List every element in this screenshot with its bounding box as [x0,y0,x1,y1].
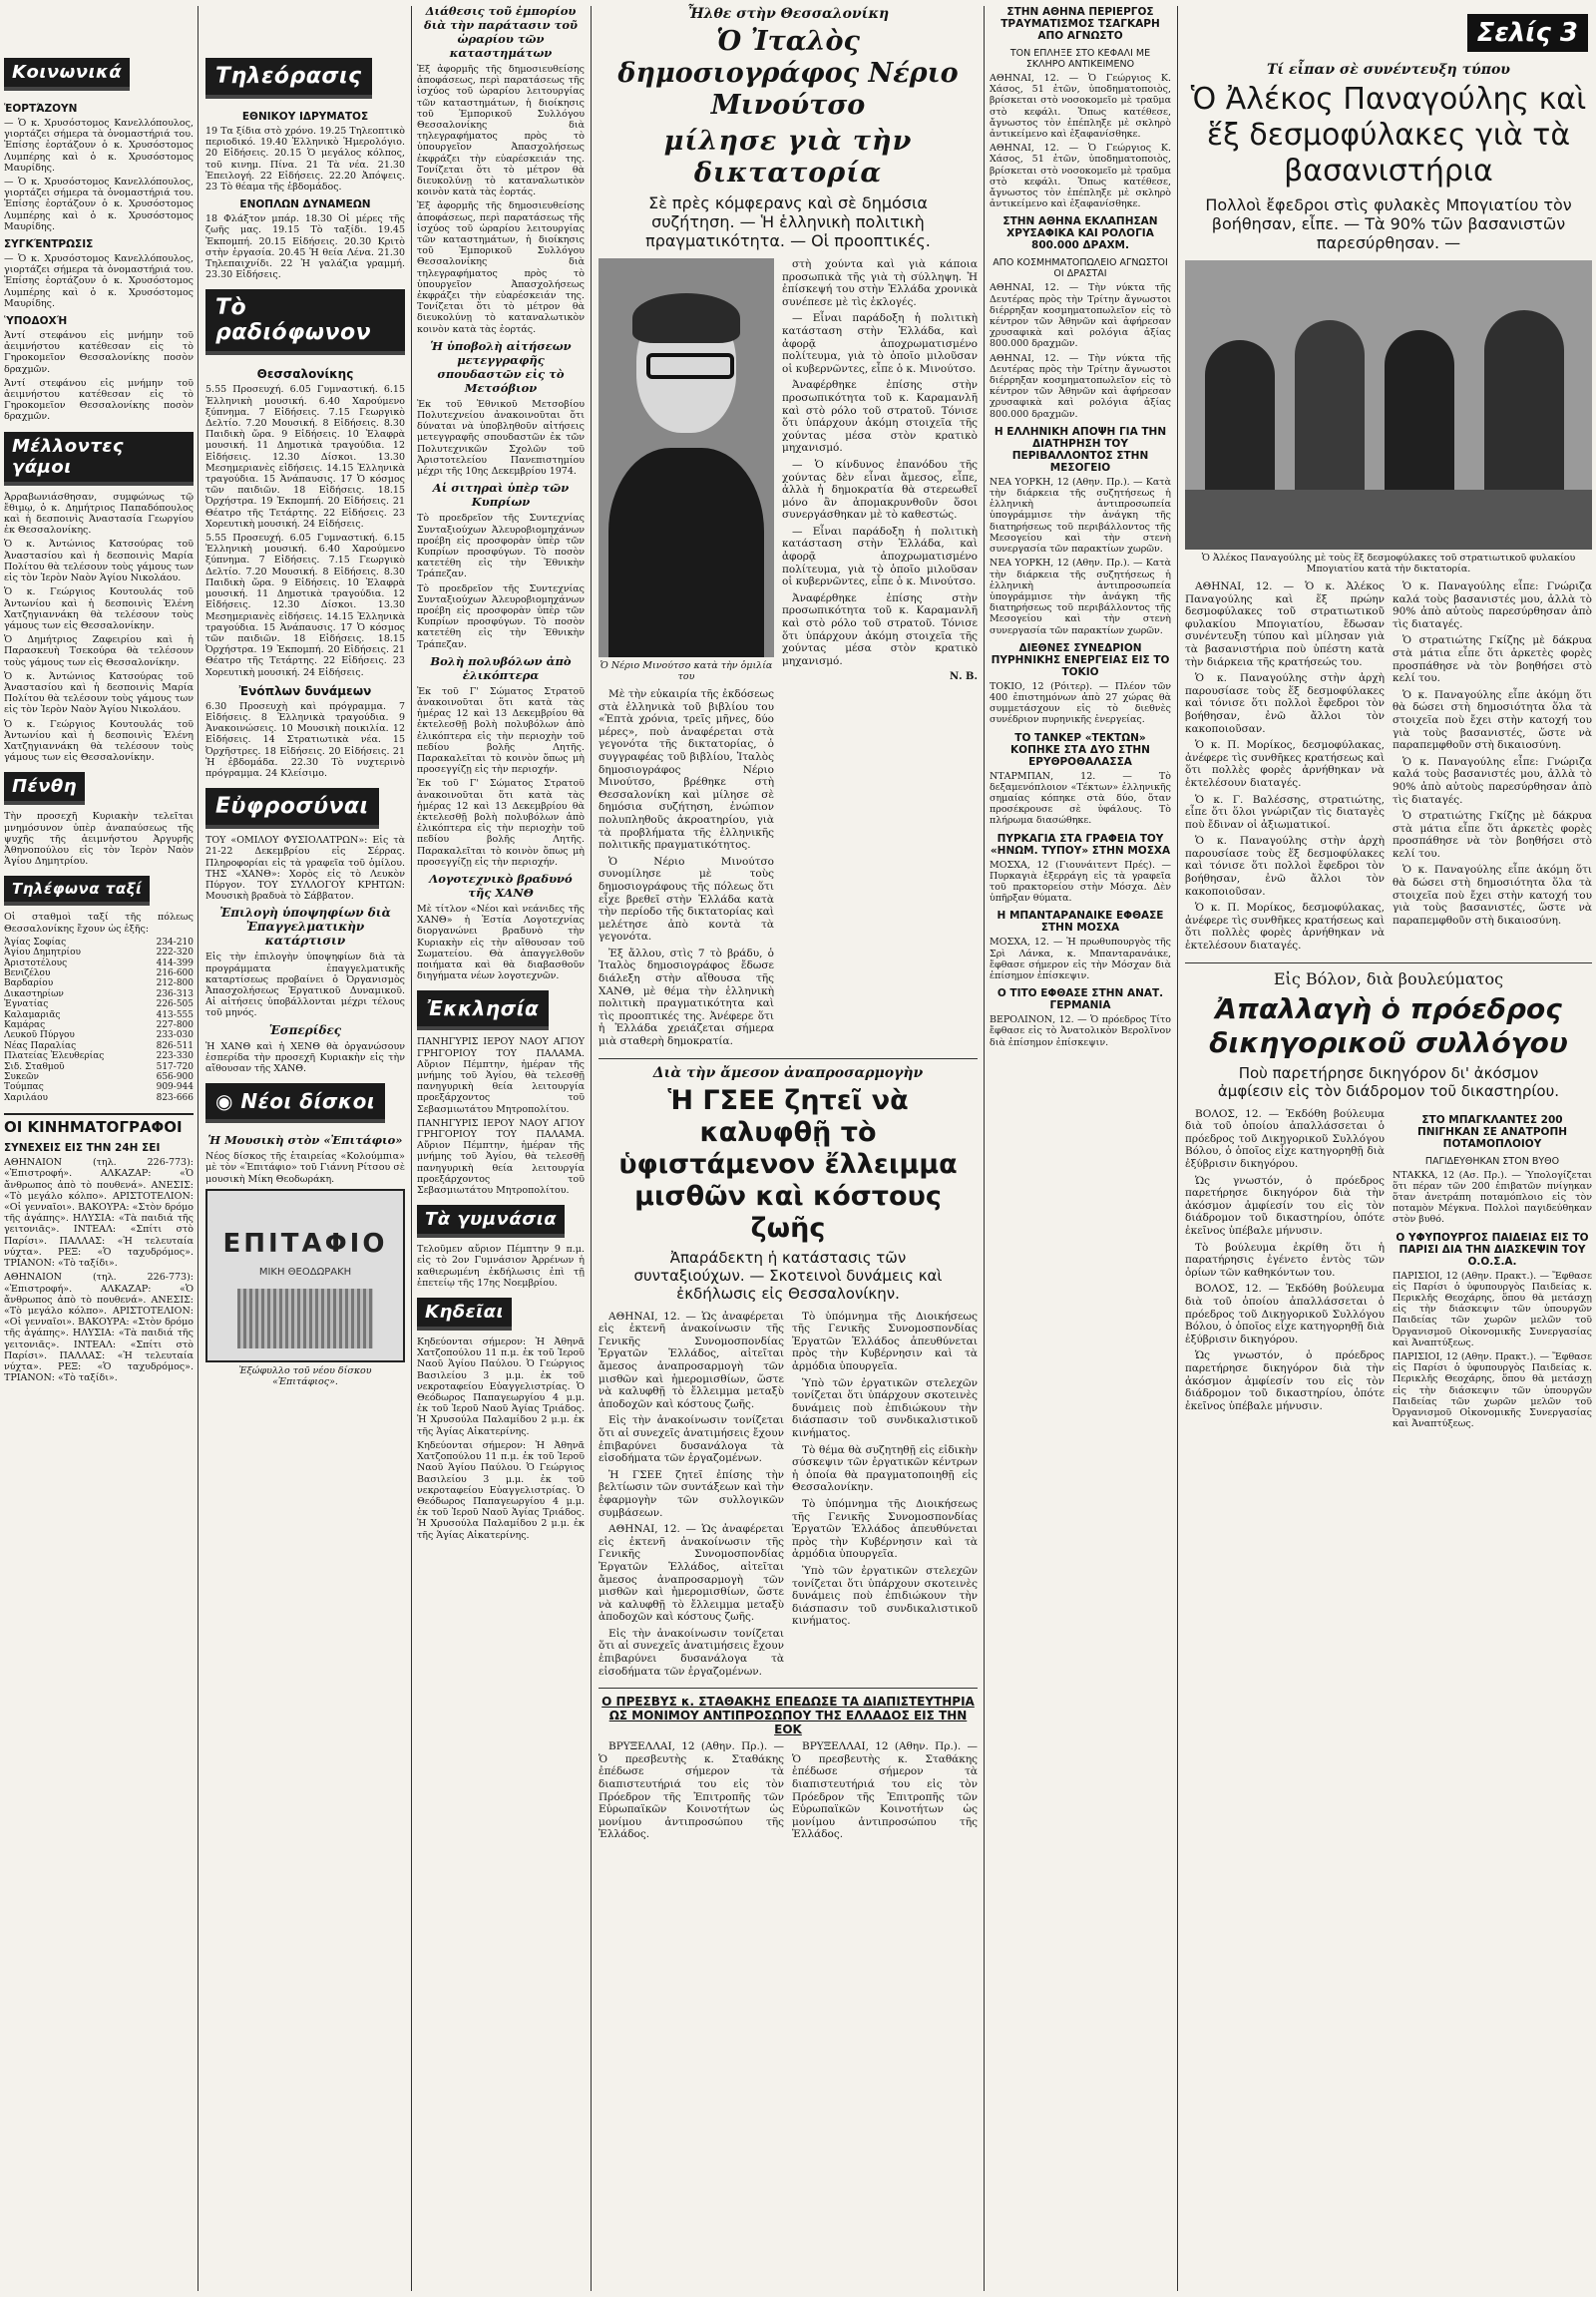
text-mesogeios: ΝΕΑ ΥΟΡΚΗ, 12 (Αθην. Πρ.). — Κατὰ τὴν διάρκεια τῆς συζητήσεως ἡ ἑλληνικὴ ἀντιπροσωπεία ὑπογράμμισε τὴν ἀνάγκη τῆς διατηρήσεως τοῦ περιβάλλοντος τῆς Μεσογείου καὶ τὴν στενὴ συνεργασία τῶν παρακτίων χωρῶν. [990,476,1171,556]
tv-text: 19 Τα ξίδια στὸ χρόνο. 19.25 Τηλεοπτικὸ περιοδικό. 19.40 Ἑλληνικὸ Ἡμερολόγιο. 20 Εἰδήσεις. 20.15 Ὁ μεγάλος κόλπος, τοῦ κινημ. Πίνα. 21 Τὰ νέα. 21.30 Ἐπειλογή. 22 Εἰδήσεις. 22.20 Ἀπόψεις. 23 Τὸ θέαμα τῆς ἑβδομάδος. [205,126,405,193]
panagoulis-body: ΑΘΗΝΑΙ, 12. — Ὁ κ. Ἀλέκος Παναγούλης καὶ ἕξ πρώην δεσμοφύλακες τοῦ στρατιωτικοῦ φυλακίου Μπογιατίου, ἔδωσαν συνέντευξη τύπου καὶ μίλησαν γιὰ τὰ βασανιστήρια ποὺ ὑπέστη κατὰ τὴν διάρκεια τῆς κρατήσεώς του. [1185,580,1385,668]
taxi-station: Τούμπας [4,1082,44,1093]
taxi-row [4,968,194,978]
head-pyrkagia: ΠΥΡΚΑΓΙΑ ΣΤΑ ΓΡΑΦΕΙΑ ΤΟΥ «ΗΝΩΜ. ΤΥΠΟΥ» ΣΤΗΝ ΜΟΣΧΑ [990,832,1171,857]
taxi-phone: 236-313 [156,988,194,999]
text-tsagkaris-2: ΑΘΗΝΑΙ, 12. — Ὁ Γεώργιος Κ. Χάσος, 51 ἐτῶν, ὑποδηματοποιὸς, βρίσκεται στὸ νοσοκομεῖο μὲ τραῦμα στὸ κεφάλι. Ὅπως κατέθεσε, ἄγνωστος τὸν ἐπέπληξε μὲ σκληρὸ ἀντικείμενο καὶ ἐξαφανίσθηκε. [990,143,1171,210]
taxi-phone: 226-505 [156,999,194,1010]
photo-table [1185,490,1592,550]
head-tektonas: ΤΟ ΤΑΝΚΕΡ «ΤΕΚΤΩΝ» ΚΟΠΗΚΕ ΣΤΑ ΔΥΟ ΣΤΗΝ ΕΡΥΘΡΟΘΑΛΑΣΣΑ [1010,731,1150,768]
text-chrysafika-2: ΑΘΗΝΑΙ, 12. — Τὴν νύκτα τῆς Δευτέρας πρὸς τὴν Τρίτην ἄγνωστοι διέρρηξαν κοσμηματοπωλεῖον εἰς τὸ κέντρον τῶν Ἀθηνῶν καὶ ἀφήρεσαν χρυσαφικὰ καὶ ρολόγια ἀξίας 800.000 δραχμῶν. [990,352,1171,420]
gsee-text-right: Τὸ ὑπόμνημα τῆς Διοικήσεως τῆς Γενικῆς Συνομοσπονδίας Ἐργατῶν Ἑλλάδος ἀπευθύνεται πρὸς τὴν Κυβέρνησιν καὶ τὰ ἁρμόδια ὑπουργεῖα. [792,1310,978,1372]
taxi-phone: 826-511 [156,1040,194,1051]
taxi-row [4,989,194,999]
logotexnika-text: Μὲ τίτλον «Νέοι καὶ νεάνιδες τῆς ΧΑΝΘ» ἡ Ἑστία Λογοτεχνίας διοργανώνει βραδυνὸ τὴν Κυριακὴν εἰς τὴν αἴθουσαν τοῦ Σωματείου. Θὰ ἀπαγγελθοῦν ποιήματα καὶ θὰ διαβασθοῦν διηγήματα νέων λογοτεχνῶν. [417,903,585,982]
minoutso-headline-2: μίλησε γιὰ τὴν δικτατορία [663,126,913,189]
disc-caption: Ἐξώφυλλο τοῦ νέου δίσκου «Ἐπιτάφιος». [238,1364,372,1387]
mellontes-item: Ὁ κ. Ἀντώνιος Κατσούρας τοῦ Ἀναστασίου καὶ ἡ δεσποινὶς Μαρία Πολίτου θὰ τελέσουν τοὺς γάμους των εἰς τὸν Ἱερὸν Ναὸν Ἁγίου Νικολάου. [4,670,194,716]
penthi-text: Τὴν προσεχῆ Κυριακὴν τελεῖται μνημόσυνον ὑπὲρ ἀναπαύσεως τῆς ψυχῆς τῆς ἀειμνήστου Ἀργυρῆς Ἀθηνοπούλου εἰς τὸν Ἱερὸν Ναὸν Ἁγίου Δημητρίου. [4,811,194,868]
taxi-row [4,1093,194,1103]
taxi-row [4,958,194,968]
minoutso-right-text: — Εἶναι παράδοξη ἡ πολιτικὴ κατάσταση στὴν Ἑλλάδα, καὶ ἀφορᾷ ἀποχρωματισμένο πολίτευμα, γιὰ τὸ ὁποῖο μιλοῦσαν οἱ κυβερνῶντες, εἶπε ὁ κ. Μινούτσο. [782,312,978,375]
head-chrysafika: ΣΤΗΝ ΑΘΗΝΑ ΕΚΛΑΠΗΣΑΝ ΧΡΥΣΑΦΙΚΑ ΚΑΙ ΡΟΛΟΓΙΑ 800.000 ΔΡΑΧΜ. [1002,215,1158,252]
taxi-station: Ἁγίας Σοφίας [4,937,67,948]
gsee-text-right: Ὑπὸ τῶν ἐργατικῶν στελεχῶν τονίζεται ὅτι ὑπάρχουν σκοτεινὲς δυνάμεις ποὺ ἐπιδιώκουν τὴν διάσπασιν τοῦ συνδικαλιστικοῦ κινήματος. [792,1376,978,1439]
text-tsagkaris: ΑΘΗΝΑΙ, 12. — Ὁ Γεώργιος Κ. Χάσος, 51 ἐτῶν, ὑποδηματοποιὸς, βρίσκεται στὸ νοσοκομεῖο μὲ τραῦμα στὸ κεφάλι. Ὅπως κατέθεσε, ἄγνωστος τὸν ἐπέπληξε μὲ σκληρὸ ἀντικείμενο καὶ ἐξαφανίσθηκε. [990,73,1171,141]
stathakis-text: ΒΡΥΞΕΛΛΑΙ, 12 (Αθην. Πρ.). — Ὁ πρεσβευτὴς κ. Σταθάκης ἐπέδωσε σήμερον τὰ διαπιστευτήριά του εἰς τὸν Πρόεδρον τῆς Ἐπιτροπῆς τῶν Εὐρωπαϊκῶν Κοινοτήτων ὡς μονίμου ἀντιπροσώπου τῆς Ἑλλάδος. [598,1740,784,1841]
sitira-headline: Αἱ σιτηραὶ ὑπὲρ τῶν Κυπρίων [432,481,570,510]
taxi-station: Σιδ. Σταθμοῦ [4,1061,65,1072]
subhead-bangladesh: ΠΑΓΙΔΕΥΘΗΚΑΝ ΣΤΟΝ ΒΥΘΟ [1424,1155,1560,1167]
head-tokio: ΔΙΕΘΝΕΣ ΣΥΝΕΔΡΙΟΝ ΠΥΡΗΝΙΚΗΣ ΕΝΕΡΓΕΙΑΣ ΕΙΣ ΤΟ ΤΟΚΙΟ [991,641,1170,678]
taxi-station: Ἁγίου Δημητρίου [4,948,81,958]
panagoulis-body: Ὁ κ. Π. Μορίκος, δεσμοφύλακας, ἀνέφερε τὶς συνθῆκες κρατήσεως καὶ ὅτι πολλὲς φορὲς ἀρνήθηκαν νὰ ἐκτελέσουν διαταγές. [1185,739,1385,789]
text-tokio: ΤΟΚΙΟ, 12 (Ρόιτερ). — Πλέον τῶν 400 ἐπιστημόνων ἀπὸ 27 χώρας θὰ συμμετάσχουν εἰς τὸ διεθνὲς συνέδριον πυρηνικῆς ἐνεργείας. [990,680,1171,726]
taxi-row [4,978,194,988]
taxi-phone: 656-900 [156,1072,194,1083]
section-ekklisia: Ἐκκλησία [417,990,549,1030]
minoutso-initials: Ν. Β. [949,671,978,683]
panagoulis-body-right: Ὁ στρατιώτης Γκίζης μὲ δάκρυα στὰ μάτια εἶπε ὅτι ἀρκετὲς φορὲς προσπάθησε νὰ τὸν βοηθήσει στὸ κελί του. [1393,634,1592,685]
kideiai-text: Κηδεύονται σήμερον: Ἡ Ἀθηνᾶ Χατζοπούλου 11 π.μ. ἐκ τοῦ Ἱεροῦ Ναοῦ Ἁγίου Παύλου. Ὁ Γεώργιος Βασιλείου 3 μ.μ. ἐκ τοῦ νεκροταφείου Εὐαγγελιστρίας. Ὁ Θεόδωρος Παπαγεωργίου 4 μ.μ. ἐκ τοῦ Ἱεροῦ Ναοῦ Ἁγίας Τριάδος. Ἡ Χρυσούλα Παλαμίδου 2 μ.μ. ἐκ τῆς Ἁγίας Αἰκατερίνης. [417,1337,585,1437]
section-tileorasis: Τηλεόρασις [205,58,372,99]
gsee-text: ΑΘΗΝΑΙ, 12. — Ὡς ἀναφέρεται εἰς ἐκτενῆ ἀνακοίνωσιν τῆς Γενικῆς Συνομοσπονδίας Ἐργατῶν Ἑλλάδος, αἰτεῖται ἄμεσος ἀναπροσαρμογὴ τῶν μισθῶν καὶ ἡμερομισθίων, ὥστε νὰ καλυφθῇ τὸ ἔλλειμμα μεταξὺ ἀποδοχῶν καὶ κόστους ζωῆς. [598,1310,784,1410]
taxi-station: Χαριλάου [4,1092,48,1103]
taxi-station: Βενιζέλου [4,967,51,978]
kinim-text-2: ΑΘΗΝΑΙΟΝ (τηλ. 226-773): «Ἐπιστροφή». ΑΛΚΑΖΑΡ: «Ὁ ἄνθρωπος ἀπὸ τὸ πουθενά». ΑΝΕΣΙΣ: «Τὸ μεγάλο κόλπο». ΑΡΙΣΤΟΤΕΛΙΟΝ: «Οἱ γενναῖοι». ΒΑΚΟΥΡΑ: «Στὸν δρόμο τῆς ἀγάπης». ΗΛΥΣΙΑ: «Τὰ παιδιά τῆς γειτονιᾶς». ΙΝΤΕΑΛ: «Σπίτι στὸ Παρίσι». ΠΑΛΛΑΣ: «Ἡ τελευταία νύχτα». ΡΕΞ: «Ὁ ταχυδρόμος». ΤΡΙΑΝΟΝ: «Τὸ ταξίδι». [4,1272,194,1384]
panagoulis-body: Ὁ κ. Π. Μορίκος, δεσμοφύλακας, ἀνέφερε τὶς συνθῆκες κρατήσεως καὶ ὅτι πολλὲς φορὲς ἀρνήθηκαν νὰ ἐκτελέσουν διαταγές. [1185,902,1385,953]
disc-icon: ◉ [215,1089,241,1114]
text-pyrkagia: ΜΟΣΧΑ, 12 (Γιουνάιτεντ Πρές). — Πυρκαγιὰ ἐξερράγη εἰς τὰ γραφεῖα τοῦ πρακτορείου στὴν Μόσχα. Δὲν ὑπῆρξαν θύματα. [990,859,1171,905]
taxi-phone: 413-555 [156,1009,194,1020]
panagoulis-body-right: Ὁ στρατιώτης Γκίζης μὲ δάκρυα στὰ μάτια εἶπε ὅτι ἀρκετὲς φορὲς προσπάθησε νὰ τὸν βοηθήσει στὸ κελί του. [1393,810,1592,860]
taxi-phone: 216-600 [156,967,194,978]
taxi-row [4,999,194,1009]
minoutso-photo-caption: Ὁ Νέριο Μινούτσο κατὰ τὴν ὁμιλία του [599,660,773,682]
volos-text: Ὡς γνωστόν, ὁ πρόεδρος παρετήρησε δικηγόρον διὰ τὴν ἀκόσμον ἀμφίεσίν του εἰς τὸν διάδρομον τοῦ δικαστηρίου, ὁπότε ἐκεῖνος ὑπέβαλε μήνυσιν. [1185,1349,1385,1412]
taxi-row [4,1030,194,1040]
taxi-table [4,938,194,1104]
taxi-station: Καλαμαριᾶς [4,1009,61,1020]
disc-cover-illustration [237,1289,373,1348]
volos-headline: Ἀπαλλαγὴ ὁ πρόεδρος δικηγορικοῦ συλλόγου [1209,991,1568,1059]
volos-deck: Ποὺ παρετήρησε δικηγόρον δι' ἀκόσμον ἀμφίεσιν εἰς τὸν διάδρομον τοῦ δικαστηρίου. [1217,1063,1560,1100]
subhead-eortazoun: ἙΟΡΤΆΖΟΥΝ [4,103,78,115]
minoutso-body: Ἐξ ἄλλου, στὶς 7 τὸ βράδυ, ὁ Ἰταλὸς δημοσιογράφος ἔδωσε διάλεξη στὴν αἴθουσα τῆς ΧΑΝΘ, μὲ θέμα τὴν ἑλληνικὴ πολιτικὴ πραγματικότητα καὶ τὶς προοπτικές της. Ἀνέφερε ὅτι ἡ Ἑλλάδα χρειάζεται σήμερα μιὰ σταθερὴ δημοκρατία. [598,947,774,1048]
text-yfypourgos: ΠΑΡΙΣΙΟΙ, 12 (Αθην. Πρακτ.). — Ἔφθασε εἰς Παρίσι ὁ ὑφυπουργὸς Παιδείας κ. Περικλῆς Θεοχάρης, ὅπου θὰ μετάσχῃ εἰς τὴν διάσκεψιν τῶν ὑπουργῶν Παιδείας τῶν χωρῶν μελῶν τοῦ Ὀργανισμοῦ Οἰκονομικῆς Συνεργασίας καὶ Ἀναπτύξεως. [1393,1270,1592,1348]
taxi-row [4,1010,194,1020]
epilogi-text: Εἰς τὴν ἐπιλογὴν ὑποψηφίων διὰ τὰ προγράμματα ἐπαγγελματικῆς καταρτίσεως προβαίνει ὁ Ὀργανισμὸς Ἀπασχολήσεως Ἐργατικοῦ Δυναμικοῦ. Αἱ αἰτήσεις ὑποβάλλονται μέχρι τέλους τοῦ μηνός. [205,952,405,1019]
panagoulis-body: Ὁ κ. Γ. Βαλέσσης, στρατιώτης, εἶπε ὅτι ὅλοι γνώριζαν τὶς διαταγὲς ποὺ ἔδιναν οἱ ἀξιωματικοί. [1185,793,1385,831]
tv-subhead: ΕΘΝΙΚΟΥ ΙΔΡΥΜΑΤΟΣ [241,111,369,123]
esperides-text: Ἡ ΧΑΝΘ καὶ ἡ ΧΕΝΘ θὰ ὀργανώσουν ἑσπερίδα τὴν προσεχῆ Κυριακὴν εἰς τὴν αἴθουσαν τῆς ΧΑΝΘ. [205,1040,405,1074]
column-4 [598,0,978,2297]
taxi-station: Ἐγνατίας [4,999,49,1010]
panagoulis-body: Ὁ κ. Παναγούλης στὴν ἀρχὴ παρουσίασε τοὺς ἕξ δεσμοφύλακες καὶ τόνισε ὅτι πολλοὶ ἔφεδροι τὸν βοήθησαν, ἐνῶ ἄλλοι τὸν κακοποιοῦσαν. [1185,835,1385,898]
voli-text-2: Ἐκ τοῦ Γ' Σώματος Στρατοῦ ἀνακοινοῦται ὅτι κατὰ τὰς ἡμέρας 12 καὶ 13 Δεκεμβρίου θὰ ἐκτελεσθῇ βολὴ πολυβόλων ἀπὸ ἐλικόπτερα εἰς τὴν περιοχὴν τοῦ πεδίου βολῆς Λητῆς. Παρακαλεῖται τὸ κοινὸν ὅπως μὴ προσεγγίζῃ εἰς τὴν περιοχήν. [417,778,585,868]
section-nees-diskoi [205,1083,385,1123]
minoutso-kicker: Ἦλθε στὴν Θεσσαλονίκη [686,6,890,22]
panagoulis-photo-caption: Ὁ Ἀλέκος Παναγούλης μὲ τοὺς ἕξ δεσμοφύλακες τοῦ στρατιωτικοῦ φυλακίου Μπογιατίου κατὰ τὴν δικτατορία. [1201,553,1576,574]
logotexnika-headline: Λογοτεχνικὸ βραδυνό τῆς ΧΑΝΘ [429,871,573,900]
taxi-phone: 222-320 [156,948,194,958]
column-5 [990,0,1171,2297]
stathakis-headline: Ο ΠΡΕΣΒΥΣ κ. ΣΤΑΘΑΚΗΣ ΕΠΕΔΩΣΕ ΤΑ ΔΙΑΠΙΣΤΕΥΤΗΡΙΑ ΩΣ ΜΟΝΙΜΟΥ ΑΝΤΙΠΡΟΣΩΠΟΥ ΤΗΣ ΕΛΛΑΔΟΣ ΕΙΣ ΤΗΝ ΕΟΚ [601,1695,975,1737]
gsee-text: Ἡ ΓΣΕΕ ζητεῖ ἐπίσης τὴν βελτίωσιν τῶν συντάξεων καὶ τὴν ἐφαρμογὴν τῶν συλλογικῶν συμβάσεων. [598,1468,784,1519]
minoutso-right-text: Ἀναφέρθηκε ἐπίσης στὴν προσωπικότητα τοῦ κ. Καραμανλῆ καὶ στὸ ρόλο τοῦ στρατοῦ. Τόνισε ὅτι ὑπάρχουν ἀκόμη στοιχεῖα τῆς χούντας μέσα στὸν κρατικὸ μηχανισμό. [782,379,978,455]
panagoulis-body-right: Ὁ κ. Παναγούλης εἶπε ἀκόμη ὅτι θὰ δώσει στὴ δημοσιότητα ὅλα τὰ στοιχεῖα ποὺ ἔχει στὴν κατοχή του γιὰ τοὺς βασανιστές, ὥστε νὰ παραπεμφθοῦν στὴ δικαιοσύνη. [1393,864,1592,927]
minoutso-headline: Ὁ Ἰταλὸς δημοσιογράφος Νέριο Μινούτσο [617,26,959,121]
page-section-label: Σελίς 3 [1467,14,1588,52]
head-bangladesh: ΣΤΟ ΜΠΑΓΚΛΑΝΤΕΣ 200 ΠΝΙΓΗΚΑΝ ΣΕ ΑΝΑΤΡΟΠΗ ΠΟΤΑΜΟΠΛΟΙΟΥ [1416,1113,1568,1150]
panagoulis-body-right: Ὁ κ. Παναγούλης εἶπε: Γνώριζα καλά τοὺς βασανιστές μου, ἀλλὰ τὸ 90% ἀπὸ αὐτοὺς παρεσύρθησαν ἀπὸ τὶς διαταγές. [1393,580,1592,630]
section-tilefona: Τηλέφωνα ταξί [4,876,150,906]
stathakis-text-2: ΒΡΥΞΕΛΛΑΙ, 12 (Αθην. Πρ.). — Ὁ πρεσβευτὴς κ. Σταθάκης ἐπέδωσε σήμερον τὰ διαπιστευτήριά του εἰς τὸν Πρόεδρον τῆς Ἐπιτροπῆς τῶν Εὐρωπαϊκῶν Κοινοτήτων ὡς μονίμου ἀντιπροσώπου τῆς Ἑλλάδος. [792,1740,978,1841]
enoplon-subhead: ΕΝΟΠΛΩΝ ΔΥΝΑΜΕΩΝ [239,198,371,211]
subhead-chrysafika: ΑΠΟ ΚΟΣΜΗΜΑΤΟΠΩΛΕΙΟ ΑΓΝΩΣΤΟΙ ΟΙ ΔΡΑΣΤΑΙ [993,257,1168,280]
radio-text: 5.55 Προσευχή. 6.05 Γυμναστική. 6.15 Ἑλληνικὴ μουσική. 6.40 Χαρούμενο ξύπνημα. 7 Εἰδήσεις. 7.15 Γεωργικὸ Δελτίο. 7.20 Μουσική. 8 Εἰδήσεις. 8.30 Παιδικὴ ὥρα. 9 Εἰδήσεις. 10 Ἐλαφρὰ μουσική. 11 Δημοτικὰ τραγούδια. 12 Εἰδήσεις. 12.30 Δίσκοι. 13.30 Μεσημεριανὲς εἰδήσεις. 14.15 Ἑλληνικὰ τραγούδια. 15 Ἀνάπαυσις. 17 Ὁ κόσμος τῶν παιδιῶν. 18 Εἰδήσεις. 18.15 Ὀρχήστρα. 19 Ἐκπομπή. 20 Εἰδήσεις. 21 Θέατρο τῆς Τετάρτης. 22 Εἰδήσεις. 23 Χορευτικὴ μουσική. 24 Εἰδήσεις. [205,384,405,530]
sitira-text-2: Τὸ προεδρεῖον τῆς Συντεχνίας Συνταξιούχων Ἀλευροβιομηχάνων προέβη εἰς προσφορὰν ὑπὲρ τῶν Κυπρίων προσφύγων. Τὸ ποσὸν κατετέθη εἰς τὴν Ἐθνικὴν Τράπεζαν. [417,582,585,650]
kinim-subhead: ΣΥΝΕΧΕΙΣ ΕΙΣ ΤΗΝ 24Η ΣΕΙ [4,1142,161,1155]
panagoulis-body-right: Ὁ κ. Παναγούλης εἶπε ἀκόμη ὅτι θὰ δώσει στὴ δημοσιότητα ὅλα τὰ στοιχεῖα ποὺ ἔχει στὴν κατοχή του γιὰ τοὺς βασανιστές, ὥστε νὰ παραπεμφθοῦν στὴ δικαιοσύνη. [1393,688,1592,752]
taxi-phone: 517-720 [156,1061,194,1072]
taxi-phone: 234-210 [156,937,194,948]
ypoboli-headline: Ἡ ὑποβολὴ αἰτήσεων μετεγγραφῆς σπουδαστῶν εἰς τὸ Μετσόβιον [430,338,572,395]
gsee-text: ΑΘΗΝΑΙ, 12. — Ὡς ἀναφέρεται εἰς ἐκτενῆ ἀνακοίνωσιν τῆς Γενικῆς Συνομοσπονδίας Ἐργατῶν Ἑλλάδος, αἰτεῖται ἄμεσος ἀναπροσαρμογὴ τῶν μισθῶν καὶ ἡμερομισθίων, ὥστε νὰ καλυφθῇ τὸ ἔλλειμμα μεταξὺ ἀποδοχῶν καὶ κόστους ζωῆς. [598,1523,784,1624]
section-radiofono: Τὸ ραδιόφωνον [205,289,405,355]
minoutso-lead: Μὲ τὴν εὐκαιρία τῆς ἐκδόσεως στὰ ἑλληνικὰ τοῦ βιβλίου του «Ἑπτὰ χρόνια, τρεῖς μῆνες, δύο μέρες», ποὺ ἀναφέρεται στὰ γεγονότα τῆς δικτατορίας, ὁ συγγραφέας τοῦ βιβλίου, Ἰταλὸς δημοσιογράφος Νέριο Μινούτσο, βρέθηκε στὴ Θεσσαλονίκη καὶ μίλησε σὲ δημόσια συζήτηση, ἐνώπιον πολυπληθοῦς ἀκροατηρίου, γιὰ τὰ προβλήματα τῆς ἑλληνικῆς πολιτικῆς πραγματικότητος. [598,688,774,852]
epilogi-heading: Ἐπιλογὴ ὑποψηφίων διὰ Ἐπαγγελματικὴν κατάρτισιν [219,906,391,949]
sitira-text: Τὸ προεδρεῖον τῆς Συντεχνίας Συνταξιούχων Ἀλευροβιομηχάνων προέβη εἰς προσφορὰν ὑπὲρ τῶν Κυπρίων προσφύγων. Τὸ ποσὸν κατετέθη εἰς τὴν Ἐθνικὴν Τράπεζαν. [417,513,585,580]
taxi-station: Πλατείας Ἐλευθερίας [4,1051,105,1062]
emporio-headline: Διάθεσις τοῦ ἐμπορίου διὰ τὴν παράτασιν τοῦ ὡραρίου τῶν καταστημάτων [424,4,578,60]
panagoulis-body-right: Ὁ κ. Παναγούλης εἶπε: Γνώριζα καλά τοὺς βασανιστές μου, ἀλλὰ τὸ 90% ἀπὸ αὐτοὺς παρεσύρθησαν ἀπὸ τὶς διαταγές. [1393,755,1592,806]
column-3 [417,0,585,2297]
head-yfypourgos: Ο ΥΦΥΠΟΥΡΓΟΣ ΠΑΙΔΕΙΑΣ ΕΙΣ ΤΟ ΠΑΡΙΣΙ ΔΙΑ ΤΗΝ ΔΙΑΣΚΕΨΙΝ ΤΟΥ Ο.Ο.Σ.Α. [1396,1231,1589,1268]
minoutso-right-text: — Ὁ κίνδυνος ἐπανόδου τῆς χούντας δὲν εἶναι ἄμεσος, εἶπε, ἀλλὰ ἡ δημοκρατία θὰ στερεωθεῖ μόνο ἂν ἀπομακρυνθοῦν ὅσοι συνεργάσθηκαν μὲ τὸ καθεστώς. [782,458,978,522]
ypodoxi-text: Ἀντί στεφάνου εἰς μνήμην τοῦ ἀειμνήστου κατέθεσαν εἰς τὸ Γηροκομεῖον Θεσσαλονίκης ποσὸν δραχμῶν. [4,330,194,375]
section-eufrosynai: Εὐφροσύναι [205,788,379,829]
gsee-text-right: Τὸ θέμα θὰ συζητηθῇ εἰς εἰδικὴν σύσκεψιν τῶν ἐργατικῶν κέντρων ἡ ὁποία θὰ πραγματοποιηθῇ εἰς Θεσσαλονίκην. [792,1443,978,1494]
disc-cover-subtitle: ΜΙΚΗ ΘΕΟΔΩΡΑΚΗ [258,1266,352,1278]
gsee-kicker: Διὰ τὴν ἄμεσον ἀναπροσαρμογὴν [652,1064,924,1081]
column-6 [1185,0,1592,2297]
gsee-text: Εἰς τὴν ἀνακοίνωσιν τονίζεται ὅτι αἱ συνεχεῖς ἀνατιμήσεις ἔχουν ἐπιβαρύνει δυσανάλογα τὰ εἰσοδήματα τῶν ἐργαζομένων. [598,1627,784,1678]
gsee-text: Εἰς τὴν ἀνακοίνωσιν τονίζεται ὅτι αἱ συνεχεῖς ἀνατιμήσεις ἔχουν ἐπιβαρύνει δυσανάλογα τὰ εἰσοδήματα τῶν ἐργαζομένων. [598,1414,784,1465]
panagoulis-deck: Πολλοὶ ἔφεδροι στὶς φυλακὲς Μπογιατίου τὸν βοήθησαν, εἶπε. — Τὰ 90% τῶν βασανιστῶν παρεσύρθησαν. — [1205,195,1572,252]
taxi-station: Ἀριστοτέλους [4,957,68,968]
taxi-row [4,938,194,948]
taxi-phone: 227-800 [156,1020,194,1031]
column-1 [4,0,194,2297]
head-tito: Ο ΤΙΤΟ ΕΦΘΑΣΕ ΣΤΗΝ ΑΝΑΤ. ΓΕΡΜΑΝΙΑ [997,987,1164,1012]
portrait-glasses [646,353,734,379]
mellontes-item: Ὁ κ. Γεώργιος Κουτουλάς τοῦ Ἀντωνίου καὶ ἡ δεσποινὶς Ἑλένη Χατζηγιαννάκη θὰ τελέσουν τοὺς γάμους των εἰς Θεσσαλονίκην. [4,718,194,764]
mousikoi-text: Νέος δίσκος τῆς ἑταιρείας «Κολούμπια» μὲ τὸν «Ἐπιτάφιο» τοῦ Γιάννη Ρίτσου σὲ μουσικὴ Μίκη Θεοδωράκη. [205,1151,405,1185]
taxi-row [4,1020,194,1030]
panagoulis-kicker: Τί εἶπαν σὲ συνέντευξη τύπου [1266,62,1511,78]
section-gymnasio: Τὰ γυμνάσια [417,1205,565,1238]
taxi-row [4,1041,194,1051]
esperides-heading: Ἑσπερίδες [268,1022,342,1037]
enoplon2-subhead: Ἐνόπλων δυνάμεων [238,683,372,698]
section-kinimatografoi: ΟΙ ΚΙΝΗΜΑΤΟΓΡΑΦΟΙ [4,1113,194,1136]
mousikoi-heading: Ἡ Μουσικὴ στὸν «Ἐπιτάφιο» [207,1133,403,1148]
portrait-body [608,448,764,657]
ekklisia-text: ΠΑΝΗΓΥΡΙΣ ΙΕΡΟΥ ΝΑΟΥ ΑΓΙΟΥ ΓΡΗΓΟΡΙΟΥ ΤΟΥ ΠΑΛΑΜΑ. Αὔριον Πέμπτην, ἡμέραν τῆς μνήμης τοῦ Ἁγίου, θὰ τελεσθῇ πανηγυρικὴ θεία λειτουργία προεξάρχοντος τοῦ Σεβασμιωτάτου Μητροπολίτου. [417,1036,585,1115]
text-bandaranaike: ΜΟΣΧΑ, 12. — Ἡ πρωθυπουργὸς τῆς Σρὶ Λάνκα, κ. Μπανταρανάικε, ἔφθασε σήμερον εἰς τὴν Μόσχαν διὰ ἐπίσημον ἐπίσκεψιν. [990,937,1171,981]
head-tsagkaris: ΣΤΗΝ ΑΘΗΝΑ ΠΕΡΙΕΡΓΟΣ ΤΡΑΥΜΑΤΙΣΜΟΣ ΤΣΑΓΚΑΡΗ ΑΠΟ ΑΓΝΩΣΤΟ [1000,6,1160,42]
koinonika-text: — Ὁ κ. Χρυσόστομος Κανελλόπουλος, γιορτάζει σήμερα τὰ ὀνομαστήριά του. Ἐπίσης ἑορτάζουν ὁ κ. Χρυσόστομος Λυμπέρης καὶ ὁ κ. Χρυσόστομος Μαυρίδης. [4,118,194,174]
volos-text: ΒΟΛΟΣ, 12. — Ἐκδόθη βούλευμα διὰ τοῦ ὁποίου ἀπαλλάσσεται ὁ πρόεδρος τοῦ Δικηγορικοῦ Συλλόγου Βόλου, ὁ ὁποῖος εἶχε κατηγορηθῇ διὰ ἐξύβρισιν δικηγόρου. [1185,1107,1385,1170]
radio-text-2: 5.55 Προσευχή. 6.05 Γυμναστική. 6.15 Ἑλληνικὴ μουσική. 6.40 Χαρούμενο ξύπνημα. 7 Εἰδήσεις. 7.15 Γεωργικὸ Δελτίο. 7.20 Μουσική. 8 Εἰδήσεις. 8.30 Παιδικὴ ὥρα. 9 Εἰδήσεις. 10 Ἐλαφρὰ μουσική. 11 Δημοτικὰ τραγούδια. 12 Εἰδήσεις. 12.30 Δίσκοι. 13.30 Μεσημεριανὲς εἰδήσεις. 14.15 Ἑλληνικὰ τραγούδια. 15 Ἀνάπαυσις. 17 Ὁ κόσμος τῶν παιδιῶν. 18 Εἰδήσεις. 18.15 Ὀρχήστρα. 19 Ἐκπομπή. 20 Εἰδήσεις. 21 Θέατρο τῆς Τετάρτης. 22 Εἰδήσεις. 23 Χορευτικὴ μουσική. 24 Εἰδήσεις. [205,533,405,678]
taxi-phone: 223-330 [156,1051,194,1062]
panagoulis-headline: Ὁ Ἀλέκος Παναγούλης καὶ ἕξ δεσμοφύλακες γιὰ τὰ βασανιστήρια [1190,82,1587,189]
kinim-text: ΑΘΗΝΑΙΟΝ (τηλ. 226-773): «Ἐπιστροφή». ΑΛΚΑΖΑΡ: «Ὁ ἄνθρωπος ἀπὸ τὸ πουθενά». ΑΝΕΣΙΣ: «Τὸ μεγάλο κόλπο». ΑΡΙΣΤΟΤΕΛΙΟΝ: «Οἱ γενναῖοι». ΒΑΚΟΥΡΑ: «Στὸν δρόμο τῆς ἀγάπης». ΗΛΥΣΙΑ: «Τὰ παιδιά τῆς γειτονιᾶς». ΙΝΤΕΑΛ: «Σπίτι στὸ Παρίσι». ΠΑΛΛΑΣ: «Ἡ τελευταία νύχτα». ΡΕΞ: «Ὁ ταχυδρόμος». ΤΡΙΑΝΟΝ: «Τὸ ταξίδι». [4,1157,194,1270]
text-bangladesh: ΝΤΑΚΚΑ, 12 (Ασ. Πρ.). — Ὑπολογίζεται ὅτι πέραν τῶν 200 ἐπιβατῶν πνίγηκαν ὅταν ἀνετράπη ποταμόπλοιο εἰς τὸν ποταμὸν Μέγκνα. Πολλοὶ παγιδεύθηκαν στὸν βυθό. [1393,1169,1592,1226]
portrait-hair [632,293,740,343]
mellontes-item: Ὁ κ. Ἀντώνιος Κατσούρας τοῦ Ἀναστασίου καὶ ἡ δεσποινὶς Μαρία Πολίτου θὰ τελέσουν τοὺς γάμους των εἰς τὸν Ἱερὸν Ναὸν Ἁγίου Νικολάου. [4,539,194,584]
ypodoxi-text-2: Ἀντί στεφάνου εἰς μνήμην τοῦ ἀειμνήστου κατέθεσαν εἰς τὸ Γηροκομεῖον Θεσσαλονίκης ποσὸν δραχμῶν. [4,377,194,423]
radio-subhead: Θεσσαλονίκης [256,367,354,382]
minoutso-deck: Σὲ πρὲς κόμφερανς καὶ σὲ δημόσια συζήτηση. — Ἡ ἑλληνικὴ πολιτικὴ πραγματικότητα. — Οἱ προοπτικές. [645,193,931,250]
nees-diskoi-label: Νέοι δίσκοι [240,1089,376,1114]
mellontes-item: Ἀρραβωνιάσθησαν, συμφώνως τῷ ἔθιμῳ, ὁ κ. Δημήτριος Παπαδόπουλος καὶ ἡ δεσποινὶς Ἀναστασία Γεωργίου ἐκ Θεσσαλονίκης. [4,491,194,537]
minoutso-right-text: στὴ χούντα καὶ γιὰ κάποια προσωπικὰ τῆς γιὰ τὴ σύλληψη. Ἡ ἐπίσκεψή του στὴν Ἑλλάδα χρονικὰ συνέπεσε μὲ τὶς ἐκλογές. [782,258,978,308]
ekklisia-text-2: ΠΑΝΗΓΥΡΙΣ ΙΕΡΟΥ ΝΑΟΥ ΑΓΙΟΥ ΓΡΗΓΟΡΙΟΥ ΤΟΥ ΠΑΛΑΜΑ. Αὔριον Πέμπτην, ἡμέραν τῆς μνήμης τοῦ Ἁγίου, θὰ τελεσθῇ πανηγυρικὴ θεία λειτουργία προεξάρχοντος τοῦ Σεβασμιωτάτου Μητροπολίτου. [417,1117,585,1197]
head-bandaranaike: Η ΜΠΑΝΤΑΡΑΝΑΙΚΕ ΕΦΘΑΣΕ ΣΤΗΝ ΜΟΣΧΑ [997,910,1164,935]
mellontes-item: Ὁ κ. Γεώργιος Κουτουλάς τοῦ Ἀντωνίου καὶ ἡ δεσποινὶς Ἑλένη Χατζηγιαννάκη θὰ τελέσουν τοὺς γάμους των εἰς Θεσσαλονίκην. [4,586,194,631]
section-penthi: Πένθη [4,772,85,805]
section-mellontes-gamoi: Μέλλοντες γάμοι [4,432,194,486]
taxi-station: Καμάρας [4,1020,46,1031]
taxi-row [4,1051,194,1061]
gsee-headline: Ἡ ΓΣΕΕ ζητεῖ νὰ καλυφθῇ τὸ ὑφιστάμενον ἔλλειμμα μισθῶν καὶ κόστους ζωῆς [618,1084,958,1244]
gsee-text-right: Ὑπὸ τῶν ἐργατικῶν στελεχῶν τονίζεται ὅτι ὑπάρχουν σκοτεινὲς δυνάμεις ποὺ ἐπιδιώκουν τὴν διάσπασιν τοῦ συνδικαλιστικοῦ κινήματος. [792,1564,978,1628]
subhead-synkentrosi: ΣΥΓΚΈΝΤΡΩΣΙΣ [4,238,94,251]
text-yfypourgos-2: ΠΑΡΙΣΙΟΙ, 12 (Αθην. Πρακτ.). — Ἔφθασε εἰς Παρίσι ὁ ὑφυπουργὸς Παιδείας κ. Περικλῆς Θεοχάρης, ὅπου θὰ μετάσχῃ εἰς τὴν διάσκεψιν τῶν ὑπουργῶν Παιδείας τῶν χωρῶν μελῶν τοῦ Ὀργανισμοῦ Οἰκονομικῆς Συνεργασίας καὶ Ἀναπτύξεως. [1393,1351,1592,1430]
taxi-phone: 823-666 [156,1092,194,1103]
text-mesogeios-2: ΝΕΑ ΥΟΡΚΗ, 12 (Αθην. Πρ.). — Κατὰ τὴν διάρκεια τῆς συζητήσεως ἡ ἑλληνικὴ ἀντιπροσωπεία ὑπογράμμισε τὴν ἀνάγκη τῆς διατηρήσεως τοῦ περιβάλλοντος τῆς Μεσογείου καὶ τὴν στενὴ συνεργασία τῶν παρακτίων χωρῶν. [990,558,1171,636]
taxi-station: Συκεῶν [4,1072,39,1083]
section-koinonika: Κοινωνικά [4,58,130,91]
taxi-phone: 212-800 [156,978,194,989]
ypoboli-text: Ἐκ τοῦ Ἐθνικοῦ Μετσοβίου Πολυτεχνείου ἀνακοινοῦται ὅτι δύναται νὰ ὑποβληθοῦν αἰτήσεις μετεγγραφῆς σπουδαστῶν ἐκ τῶν Πολυτεχνικῶν Σχολῶν τοῦ Ἀριστοτελείου Πανεπιστημίου μέχρι τῆς 10ης Δεκεμβρίου 1974. [417,398,585,478]
voli-text: Ἐκ τοῦ Γ' Σώματος Στρατοῦ ἀνακοινοῦται ὅτι κατὰ τὰς ἡμέρας 12 καὶ 13 Δεκεμβρίου θὰ ἐκτελεσθῇ βολὴ πολυβόλων ἀπὸ ἐλικόπτερα εἰς τὴν περιοχὴν τοῦ πεδίου βολῆς Λητῆς. Παρακαλεῖται τὸ κοινὸν ὅπως μὴ προσεγγίζῃ εἰς τὴν περιοχήν. [417,685,585,776]
volos-text: Ὡς γνωστόν, ὁ πρόεδρος παρετήρησε δικηγόρον διὰ τὴν ἀκόσμον ἀμφίεσίν του εἰς τὸν διάδρομον τοῦ δικαστηρίου, ὁπότε ἐκεῖνος ὑπέβαλε μήνυσιν. [1185,1174,1385,1237]
synkentrosi-text: — Ὁ κ. Χρυσόστομος Κανελλόπουλος, γιορτάζει σήμερα τὰ ὀνομαστήριά του. Ἐπίσης ἑορτάζουν ὁ κ. Χρυσόστομος Λυμπέρης καὶ ὁ κ. Χρυσόστομος Μαυρίδης. [4,253,194,309]
taxi-row [4,1082,194,1092]
tilefona-intro: Οἱ σταθμοὶ ταξί τῆς πόλεως Θεσσαλονίκης ἔχουν ὡς ἑξῆς: [4,912,194,935]
emporio-text: Ἐξ ἀφορμῆς τῆς δημοσιευθείσης ἀποφάσεως, περὶ παρατάσεως τῆς ἰσχύος τοῦ ὡραρίου λειτουργίας τῶν καταστημάτων, ἡ διοίκησις τοῦ Ἐμπορικοῦ Συλλόγου Θεσσαλονίκης διὰ τηλεγραφήματος πρὸς τὸ ὑπουργεῖον Ἀπασχολήσεως ἐκφράζει τὴν εὐαρέσκειάν της. Τονίζεται ὅτι τὸ μέτρον θὰ διευκολύνῃ τὸ καταναλωτικὸν κοινὸν κατὰ τὰς ἑορτάς. [417,64,585,198]
text-tektonas: ΝΤΑΡΜΠΑΝ, 12. — Τὸ δεξαμενόπλοιον «Τέκτων» ἑλληνικῆς σημαίας κόπηκε στὰ δύο, ὅταν προσέκρουσε σὲ ὑφάλους. Τὸ πλήρωμα διασώθηκε. [990,770,1171,827]
minoutso-right-text: Ἀναφέρθηκε ἐπίσης στὴν προσωπικότητα τοῦ κ. Καραμανλῆ καὶ στὸ ρόλο τοῦ στρατοῦ. Τόνισε ὅτι ὑπάρχουν ἀκόμη στοιχεῖα τῆς χούντας μέσα στὸν κρατικὸ μηχανισμό. [782,591,978,667]
head-mesogeios: Η ΕΛΛΗΝΙΚΗ ΑΠΟΨΗ ΓΙΑ ΤΗΝ ΔΙΑΤΗΡΗΣΗ ΤΟΥ ΠΕΡΙΒΑΛΛΟΝΤΟΣ ΣΤΗΝ ΜΕΣΟΓΕΙΟ [994,425,1167,474]
kideiai-text-2: Κηδεύονται σήμερον: Ἡ Ἀθηνᾶ Χατζοπούλου 11 π.μ. ἐκ τοῦ Ἱεροῦ Ναοῦ Ἁγίου Παύλου. Ὁ Γεώργιος Βασιλείου 3 μ.μ. ἐκ τοῦ νεκροταφείου Εὐαγγελιστρίας. Ὁ Θεόδωρος Παπαγεωργίου 4 μ.μ. ἐκ τοῦ Ἱεροῦ Ναοῦ Ἁγίας Τριάδος. Ἡ Χρυσούλα Παλαμίδου 2 μ.μ. ἐκ τῆς Ἁγίας Αἰκατερίνης. [417,1439,585,1541]
subhead-ypodoxi: ὙΠΟΔΟΧΉ [4,315,68,328]
taxi-phone: 909-944 [156,1082,194,1093]
section-kideiai: Κηδεῖαι [417,1298,512,1331]
minoutso-body: Ὁ Νέριο Μινούτσο συνομίλησε μὲ τοὺς δημοσιογράφους τῆς πόλεως ὅτι εἶχε βρεθεῖ στὴν Ἑλλάδα κατὰ τὴν περίοδο τῆς δικτατορίας καὶ μελέτησε ἀπὸ κοντὰ τὰ γεγονότα. [598,855,774,944]
text-tito: ΒΕΡΟΛΙΝΟΝ, 12. — Ὁ πρόεδρος Τίτο ἔφθασε εἰς τὸ Ἀνατολικὸν Βερολῖνον διὰ ἐπίσημον ἐπίσκεψιν. [990,1014,1171,1048]
taxi-row [4,1062,194,1072]
taxi-station: Βαρδαρίου [4,978,54,989]
koinonika-text-2: — Ὁ κ. Χρυσόστομος Κανελλόπουλος, γιορτάζει σήμερα τὰ ὀνομαστήριά του. Ἐπίσης ἑορτάζουν ὁ κ. Χρυσόστομος Λυμπέρης καὶ ὁ κ. Χρυσόστομος Μαυρίδης. [4,177,194,232]
taxi-station: Λευκοῦ Πύργου [4,1030,75,1041]
taxi-phone: 414-399 [156,957,194,968]
volos-kicker: Εἰς Βόλον, διὰ βουλεύματος [1273,968,1504,988]
disc-cover-title: ΕΠΙΤΑΦΙΟ [222,1228,388,1259]
enoplon-text: 18 Φλάξτον μπάρ. 18.30 Οἱ μέρες τῆς ζωῆς μας. 19.15 Τὸ ταξίδι. 19.45 Ἐκπομπή. 20.15 Εἰδήσεις. 20.30 Κριτὸ στὴν ἐργασία. 20.45 Ἡ θεία Λένα. 21.30 Τηλεπαιχνίδι. 22 Ἡ γαλάζια γραμμή. 23.30 Εἰδήσεις. [205,213,405,281]
taxi-phone: 233-030 [156,1030,194,1041]
eufr-text: ΤΟΥ «ΟΜΙΛΟΥ ΦΥΣΙΟΛΑΤΡΩΝ»: Εἰς τὰ 21-22 Δεκεμβρίου εἰς Σέρρας. Πληροφορίαι εἰς τὰ γραφεῖα τοῦ ὁμίλου. ΤΗΣ «ΧΑΝΘ»: Χορὸς εἰς τὸ Λευκὸν Πύργον. ΤΟΥ ΣΥΛΛΟΓΟΥ ΚΡΗΤΩΝ: Μουσικὴ βραδυὰ τὸ Σάββατον. [205,835,405,903]
panagoulis-photo [1185,260,1592,550]
taxi-row [4,948,194,957]
taxi-row [4,1072,194,1082]
text-chrysafika: ΑΘΗΝΑΙ, 12. — Τὴν νύκτα τῆς Δευτέρας πρὸς τὴν Τρίτην ἄγνωστοι διέρρηξαν κοσμηματοπωλεῖον εἰς τὸ κέντρον τῶν Ἀθηνῶν καὶ ἀφήρεσαν χρυσαφικὰ καὶ ρολόγια ἀξίας 800.000 δραχμῶν. [990,282,1171,350]
emporio-text-2: Ἐξ ἀφορμῆς τῆς δημοσιευθείσης ἀποφάσεως, περὶ παρατάσεως τῆς ἰσχύος τοῦ ὡραρίου λειτουργίας τῶν καταστημάτων, ἡ διοίκησις τοῦ Ἐμπορικοῦ Συλλόγου Θεσσαλονίκης διὰ τηλεγραφήματος πρὸς τὸ ὑπουργεῖον Ἀπασχολήσεως ἐκφράζει τὴν εὐαρέσκειάν της. Τονίζεται ὅτι τὸ μέτρον θὰ διευκολύνῃ τὸ καταναλωτικὸν κοινὸν κατὰ τὰς ἑορτάς. [417,200,585,335]
disc-cover-image [205,1189,405,1362]
gymnasio-text: Τελοῦμεν αὔριον Πέμπτην 9 π.μ. εἰς τὸ 2ον Γυμνάσιον Ἀρρένων ἡ καθιερωμένη ἐκδήλωσις ἐπὶ τῇ ἐπετείῳ τῆς 17ης Νοεμβρίου. [417,1244,585,1289]
volos-text: Τὸ βούλευμα ἐκρίθη ὅτι ἡ παρατήρησις ἐγένετο ἐντὸς τῶν ὁρίων τῶν καθηκόντων του. [1185,1241,1385,1279]
taxi-station: Δικαστηρίων [4,988,64,999]
gsee-deck: Ἀπαράδεκτη ἡ κατάστασις τῶν συνταξιούχων. — Σκοτεινοὶ δυνάμεις καὶ ἐκδήλωσις εἰς Θεσσαλονίκην. [633,1248,943,1303]
gsee-text-right: Τὸ ὑπόμνημα τῆς Διοικήσεως τῆς Γενικῆς Συνομοσπονδίας Ἐργατῶν Ἑλλάδος ἀπευθύνεται πρὸς τὴν Κυβέρνησιν καὶ τὰ ἁρμόδια ὑπουργεῖα. [792,1497,978,1561]
mellontes-item: Ὁ Δημήτριος Ζαφειρίου καὶ ἡ Παρασκευὴ Τσεκούρα θὰ τελέσουν τοὺς γάμους των εἰς Θεσσαλονίκην. [4,634,194,668]
enoplon2-text: 6.30 Προσευχὴ καὶ πρόγραμμα. 7 Εἰδήσεις. 8 Ἑλληνικὰ τραγούδια. 9 Ἀνακοινώσεις. 10 Μουσικὴ ποικιλία. 12 Εἰδήσεις. 14 Στρατιωτικὰ νέα. 15 Ὀρχῆστρες. 18 Εἰδήσεις. 20 Εἰδήσεις. 21 Ἡ ἑβδομάδα. 22.30 Τὸ νυχτερινὸ πρόγραμμα. 24 Κλείσιμο. [205,700,405,779]
taxi-station: Νέας Παραλίας [4,1040,77,1051]
panagoulis-body: Ὁ κ. Παναγούλης στὴν ἀρχὴ παρουσίασε τοὺς ἕξ δεσμοφύλακες καὶ τόνισε ὅτι πολλοὶ ἔφεδροι τὸν βοήθησαν, ἐνῶ ἄλλοι τὸν κακοποιοῦσαν. [1185,672,1385,735]
volos-text: ΒΟΛΟΣ, 12. — Ἐκδόθη βούλευμα διὰ τοῦ ὁποίου ἀπαλλάσσεται ὁ πρόεδρος τοῦ Δικηγορικοῦ Συλλόγου Βόλου, ὁ ὁποῖος εἶχε κατηγορηθῇ διὰ ἐξύβρισιν δικηγόρου. [1185,1283,1385,1345]
voli-headline: Βολὴ πολυβόλων ἀπὸ ἐλικόπτερα [430,653,572,682]
minoutso-photo [598,258,774,657]
minoutso-right-text: — Εἶναι παράδοξη ἡ πολιτικὴ κατάσταση στὴν Ἑλλάδα, καὶ ἀφορᾷ ἀποχρωματισμένο πολίτευμα, γιὰ τὸ ὁποῖο μιλοῦσαν οἱ κυβερνῶντες, εἶπε ὁ κ. Μινούτσο. [782,525,978,588]
column-2 [205,0,405,2297]
subhead-tsagkaris: ΤΟΝ ΕΠΛΗΞΕ ΣΤΟ ΚΕΦΑΛΙ ΜΕ ΣΚΛΗΡΟ ΑΝΤΙΚΕΙΜΕΝΟ [1009,48,1151,70]
